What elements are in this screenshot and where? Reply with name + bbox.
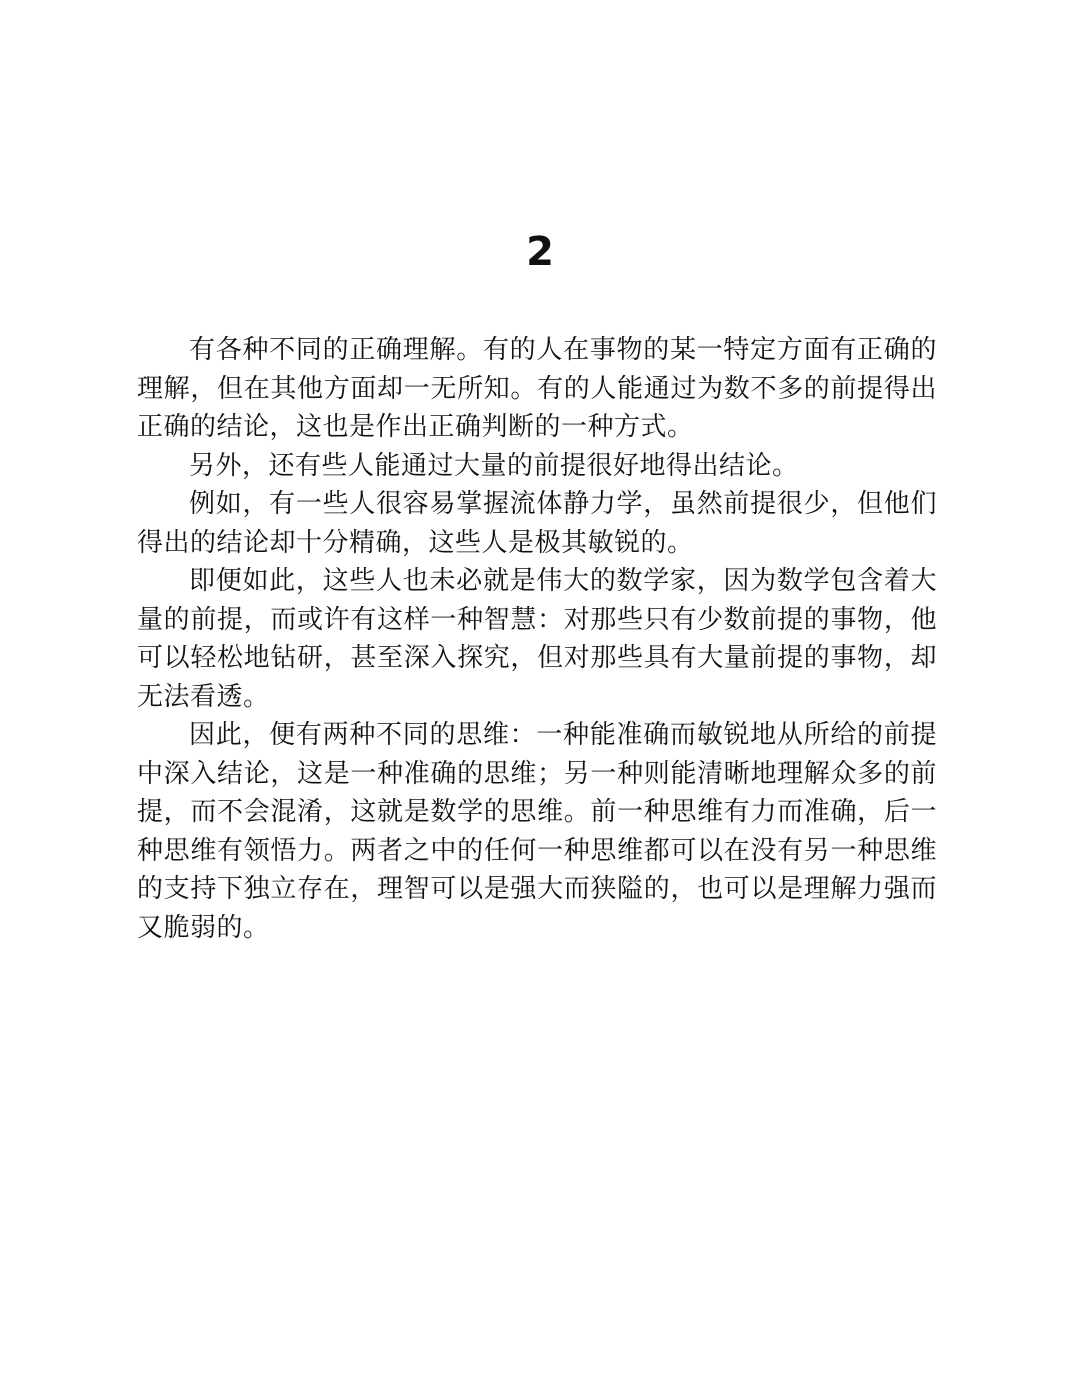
paragraph: 另外，还有些人能通过大量的前提很好地得出结论。 [189,450,799,481]
chapter-number: 2 [526,229,554,275]
paragraph: 即便如此，这些人也未必就是伟大的数学家，因为数学包含着大量的前提，而或许有这样一种智慧：对那些只有少数前提的事物，他可以轻松地钻研，甚至深入探究，但对那些具有大量前提的事物，却无法看透。 [137,566,937,712]
body-text [137,331,937,947]
paragraph: 因此，便有两种不同的思维：一种能准确而敏锐地从所给的前提中深入结论，这是一种准确的思维；另一种则能清晰地理解众多的前提，而不会混淆，这就是数学的思维。前一种思维有力而准确，后一种思维有领悟力。两者之中的任何一种思维都可以在没有另一种思维的支持下独立存在，理智可以是强大而狭隘的，也可以是理解力强而又脆弱的。 [137,720,937,943]
paragraph: 有各种不同的正确理解。有的人在事物的某一特定方面有正确的理解，但在其他方面却一无所知。有的人能通过为数不多的前提得出正确的结论，这也是作出正确判断的一种方式。 [137,335,937,442]
paragraph: 例如，有一些人很容易掌握流体静力学，虽然前提很少，但他们得出的结论却十分精确，这些人是极其敏锐的。 [137,489,937,558]
